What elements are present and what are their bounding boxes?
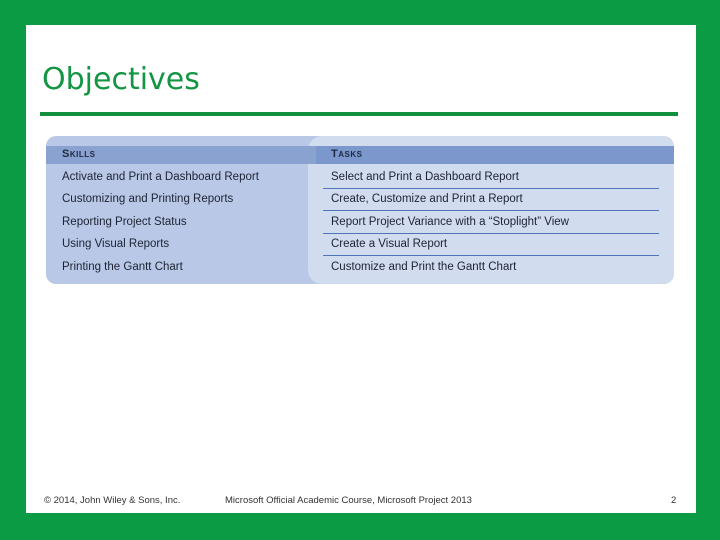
row-divider xyxy=(323,255,659,256)
task-cell: Report Project Variance with a “Stoplight” View xyxy=(331,216,569,228)
skill-cell: Activate and Print a Dashboard Report xyxy=(62,171,259,183)
task-cell: Customize and Print the Gantt Chart xyxy=(331,261,517,273)
slide-title: Objectives xyxy=(42,62,200,97)
row-divider xyxy=(323,188,659,189)
skill-cell: Customizing and Printing Reports xyxy=(62,193,234,205)
skills-header: Skills xyxy=(62,148,96,160)
footer-copyright: © 2014, John Wiley & Sons, Inc. xyxy=(44,495,181,506)
title-underline xyxy=(40,112,678,116)
task-cell: Create a Visual Report xyxy=(331,238,448,250)
skill-cell: Reporting Project Status xyxy=(62,216,187,228)
objectives-table xyxy=(46,136,674,284)
row-divider xyxy=(323,233,659,234)
slide xyxy=(26,25,696,513)
task-cell: Select and Print a Dashboard Report xyxy=(331,171,519,183)
task-cell: Create, Customize and Print a Report xyxy=(331,193,523,205)
skill-cell: Printing the Gantt Chart xyxy=(62,261,183,273)
page-number: 2 xyxy=(671,495,677,506)
row-divider xyxy=(323,210,659,211)
footer-course: Microsoft Official Academic Course, Microsoft Project 2013 xyxy=(225,495,472,506)
skill-cell: Using Visual Reports xyxy=(62,238,170,250)
tasks-header: Tasks xyxy=(331,148,363,160)
